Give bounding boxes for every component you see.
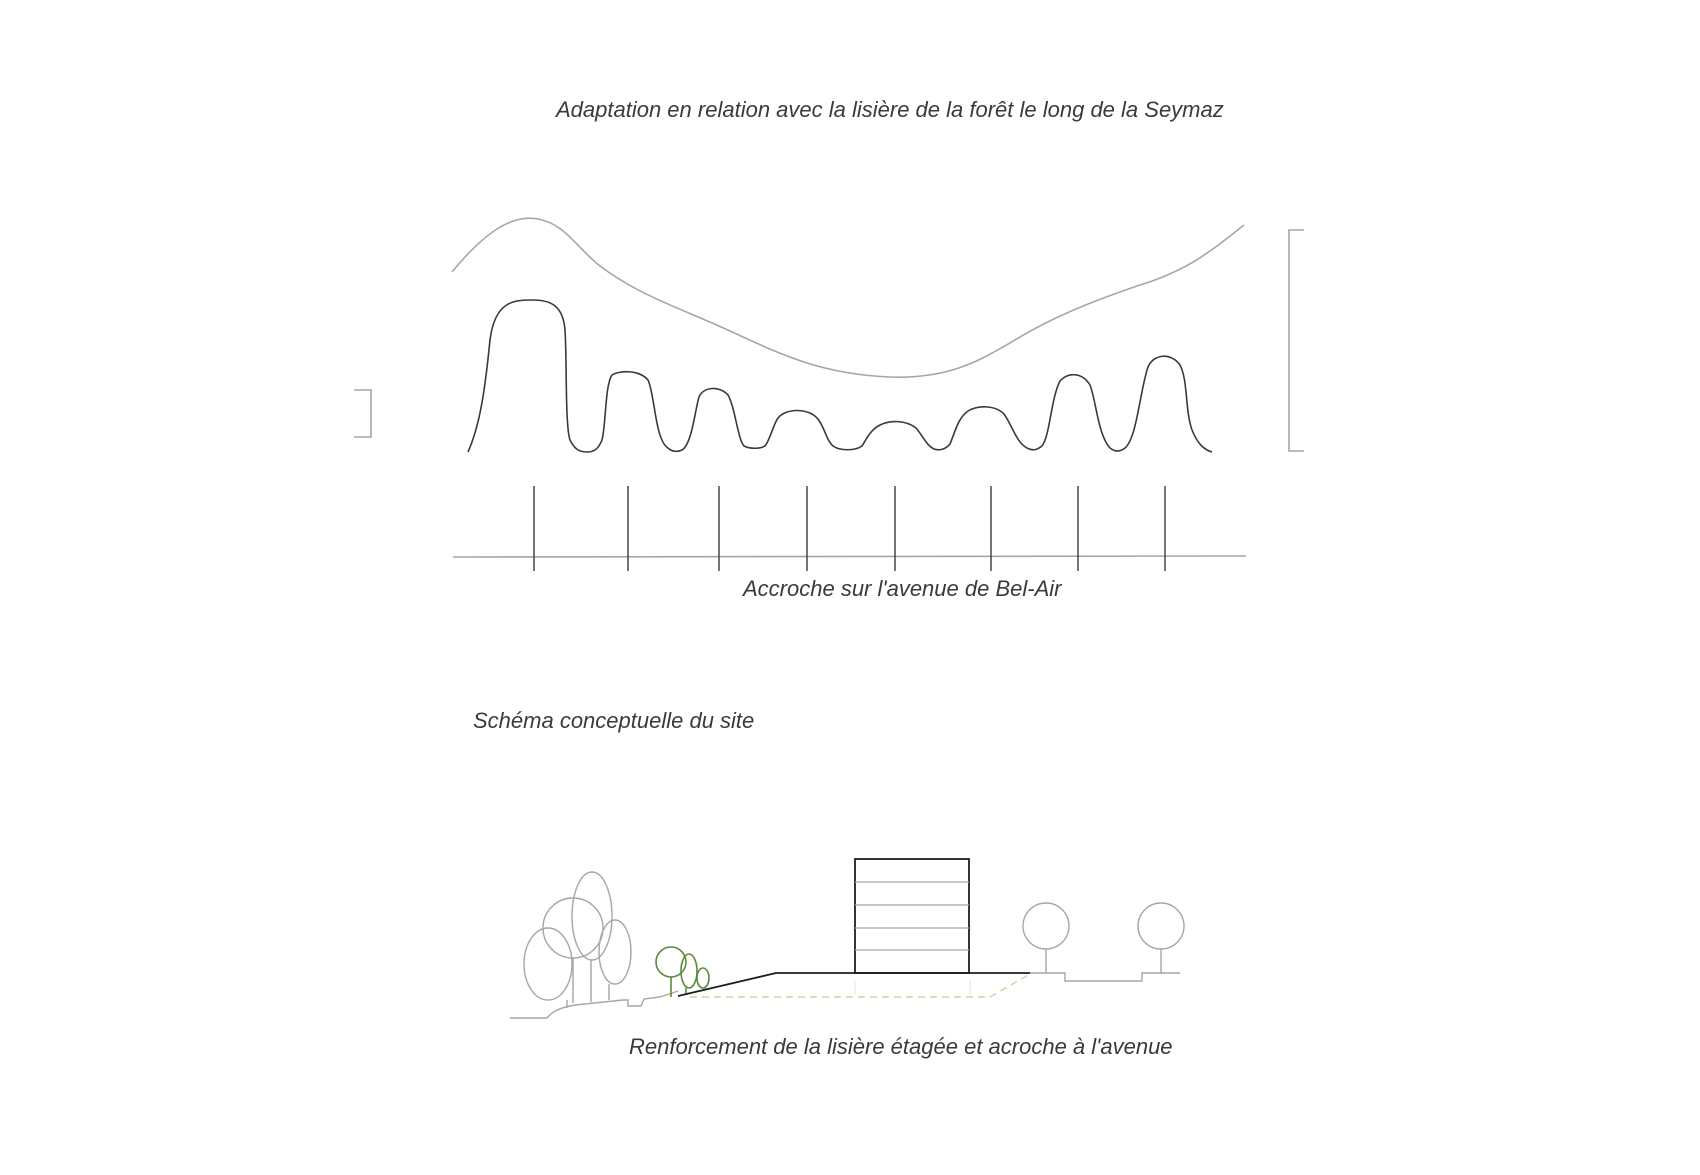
avenue-line — [453, 556, 1246, 557]
terrain-right — [1030, 973, 1180, 981]
tree-canopy — [572, 872, 612, 960]
forest-edge-curve — [452, 218, 1244, 377]
section-title: Schéma conceptuelle du site — [473, 708, 755, 733]
avenue-tree-canopy — [1023, 903, 1069, 949]
building-volumes-line — [468, 300, 1212, 452]
diagram-title-forest-edge: Adaptation en relation avec la lisière de la forêt le long de la Seymaz — [556, 97, 1224, 122]
avenue-trees — [1023, 903, 1184, 973]
avenue-tree-canopy — [1138, 903, 1184, 949]
diagram-caption-bottom: Renforcement de la lisière étagée et acroche à l'avenue — [629, 1034, 1173, 1059]
building-block — [855, 859, 969, 973]
diagram-caption-avenue: Accroche sur l'avenue de Bel-Air — [743, 576, 1062, 601]
access-lines — [534, 486, 1165, 571]
right-bracket — [1289, 230, 1304, 451]
left-bracket — [354, 390, 371, 437]
forest-trees — [524, 872, 631, 1008]
slope-platform — [678, 973, 1030, 996]
building-outline — [855, 859, 969, 973]
underground-dashed — [690, 974, 1030, 997]
green-tree-canopy — [697, 968, 709, 988]
tree-canopy — [524, 928, 572, 1000]
green-trees — [656, 947, 709, 997]
